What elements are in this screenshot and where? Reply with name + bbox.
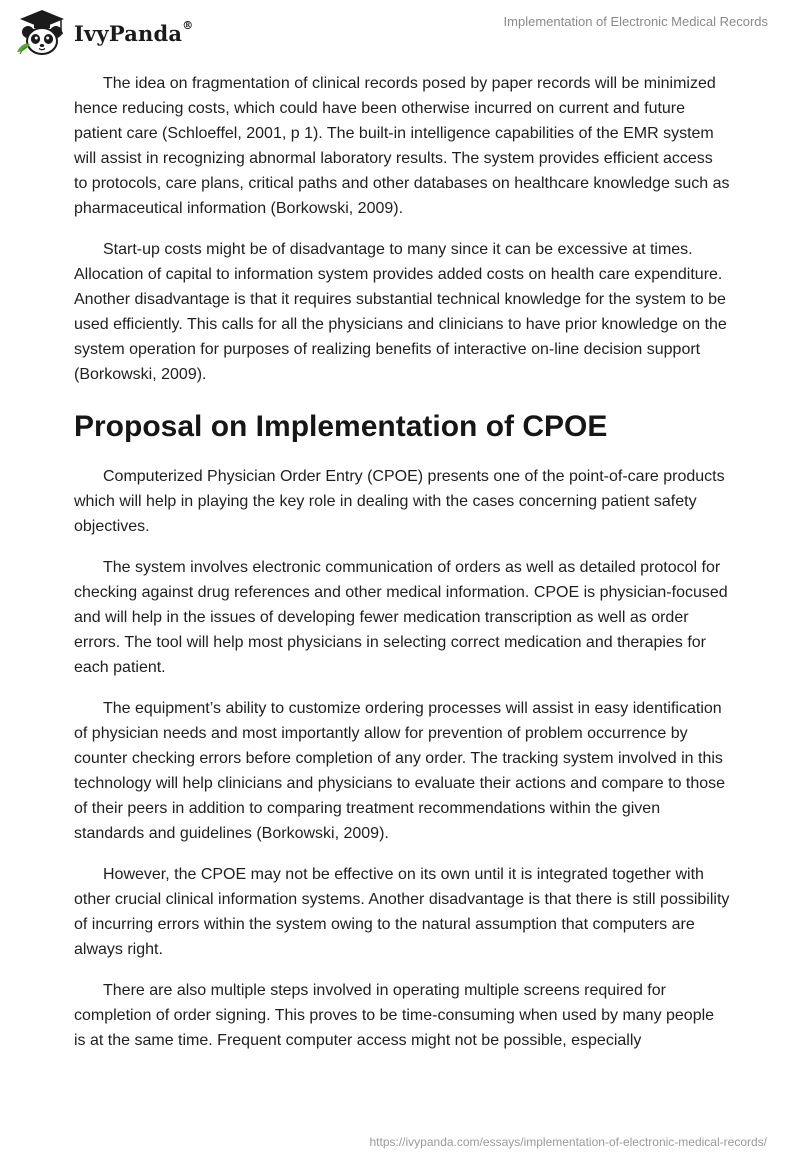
panda-graduate-icon — [14, 8, 70, 58]
document-title: Implementation of Electronic Medical Records — [503, 14, 768, 29]
section-heading: Proposal on Implementation of CPOE — [74, 410, 608, 443]
paragraph: Start-up costs might be of disadvantage to many since it can be excessive at times. Allocation of capital to information system provides added costs on health care expenditure. Another disadvantage is that it requires substantial technical knowledge for the system to be used efficiently. This calls for all the physicians and clinicians to have prior knowledge on the system operation for purposes of realizing benefits of interactive on-line decision support (Borkowski, 2009). — [74, 241, 727, 383]
paragraph: Computerized Physician Order Entry (CPOE) presents one of the point-of-care products which will help in playing the key role in dealing with the cases concerning patient safety objectives. — [74, 468, 725, 535]
brand-name: IvyPanda® — [74, 18, 194, 46]
paragraph: The idea on fragmentation of clinical records posed by paper records will be minimized hence reducing costs, which could have been otherwise incurred on current and future patient care (Schloeffel, 2001, p 1). The built-in intelligence capabilities of the EMR system will assist in recognizing abnormal laboratory results. The system provides efficient access to protocols, care plans, critical paths and other databases on healthcare knowledge such as pharmaceutical information (Borkowski, 2009). — [74, 75, 730, 217]
paragraph: The equipment’s ability to customize ordering processes will assist in easy identification of physician needs and most importantly allow for prevention of problem occurrence by counter checking errors before completion of any order. The tracking system involved in this technology will help clinicians and physicians to evaluate their actions and compare to those of their peers in addition to comparing treatment recommendations within the given standards and guidelines (Borkowski, 2009). — [74, 700, 726, 842]
essay-content — [74, 71, 730, 1069]
paragraph: The system involves electronic communication of orders as well as detailed protocol for checking against drug references and other medical information. CPOE is physician-focused and will help in the issues of developing fewer medication transcription as well as order errors. The tool will help most physicians in selecting correct medication and therapies for each patient. — [74, 559, 728, 676]
paragraph: There are also multiple steps involved in operating multiple screens required for completion of order signing. This proves to be time-consuming when used by many people is at the same time. Frequent computer access might not be possible, especially — [74, 982, 715, 1049]
paragraph: However, the CPOE may not be effective on its own until it is integrated together with other crucial clinical information systems. Another disadvantage is that there is still possibility of incurring errors within the system owing to the natural assumption that computers are always right. — [74, 866, 730, 958]
ivypanda-logo[interactable] — [14, 8, 193, 58]
source-url[interactable]: https://ivypanda.com/essays/implementation-of-electronic-medical-records/ — [369, 1135, 767, 1149]
page-header — [0, 0, 800, 70]
